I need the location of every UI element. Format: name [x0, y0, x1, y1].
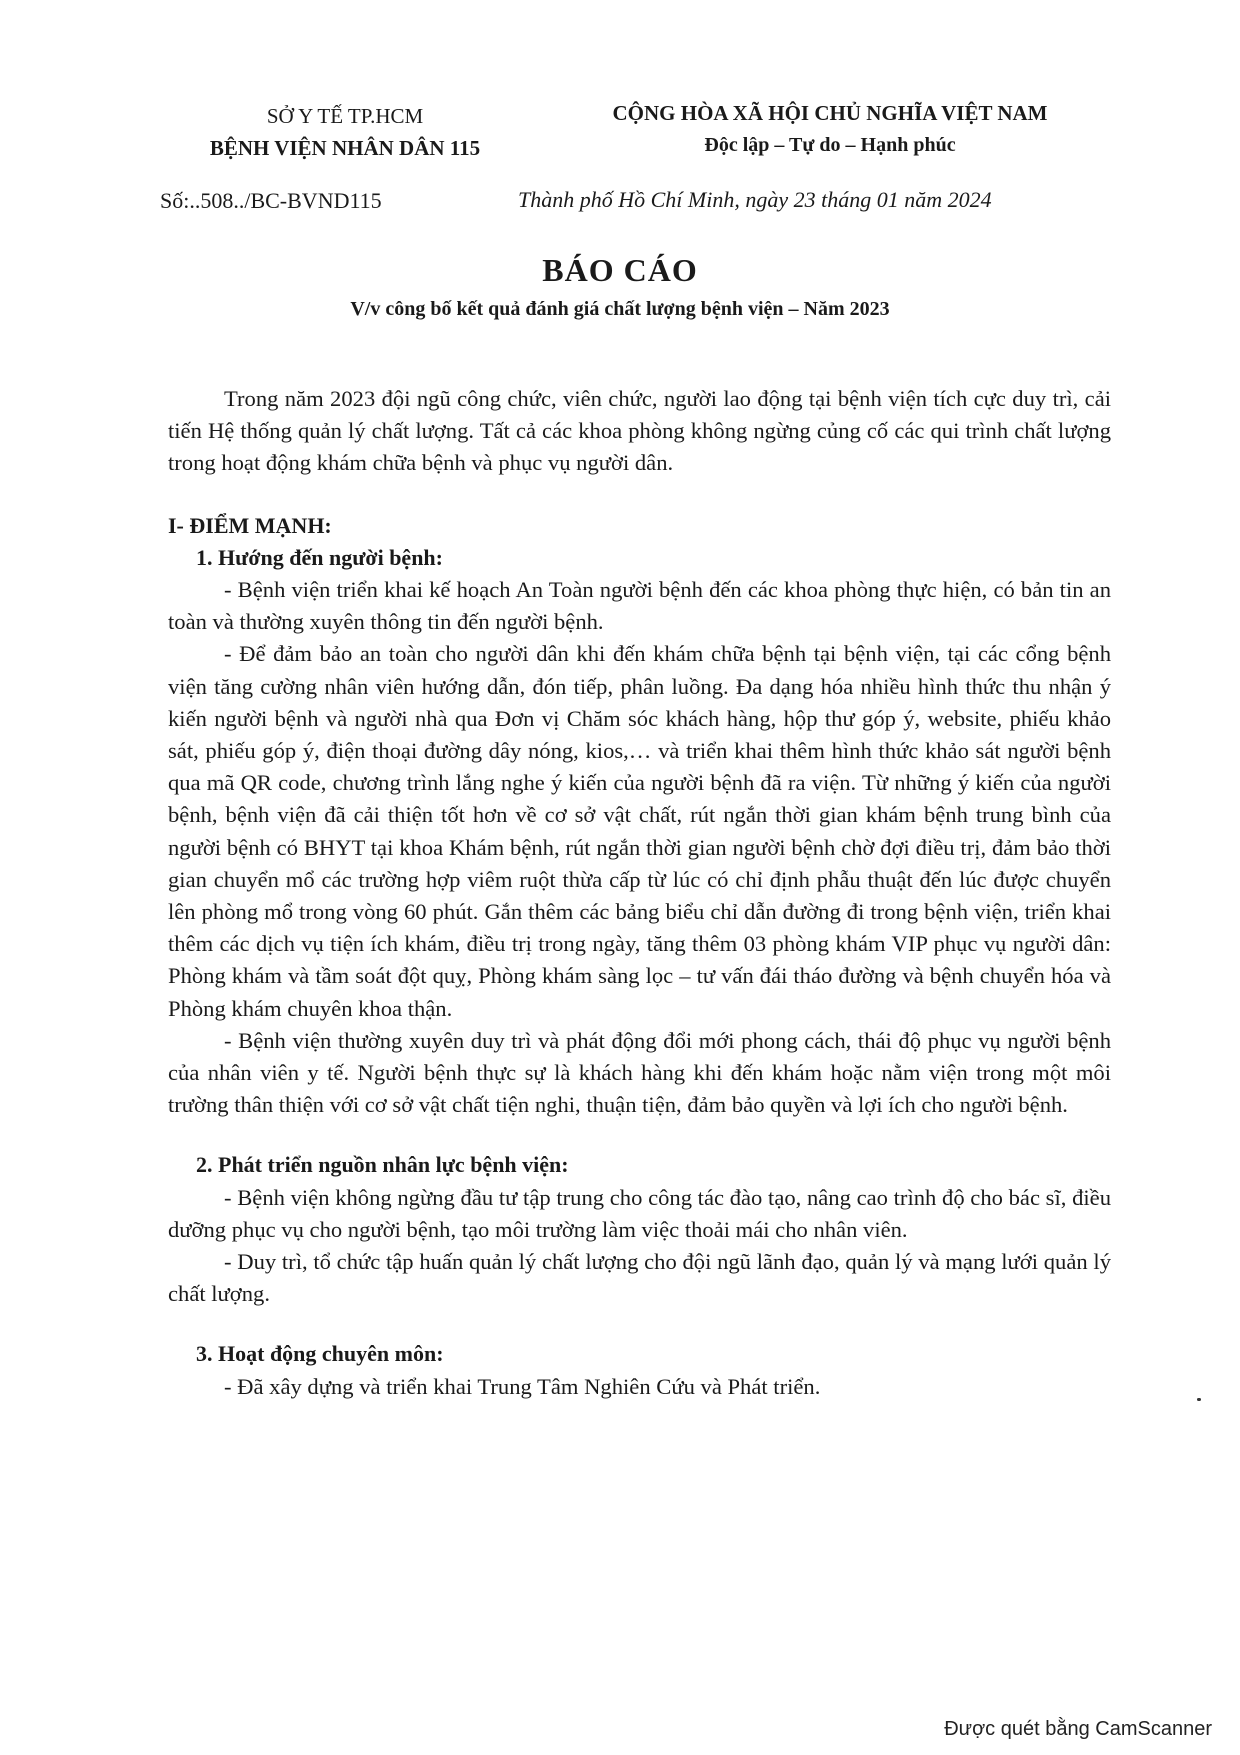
intro-paragraph: Trong năm 2023 đội ngũ công chức, viên chức, người lao động tại bệnh viện tích cực duy trì, cải tiến Hệ thống quản lý chất lượng. Tất cả các khoa phòng không ngừng củng cố các qui trình chất lượng trong hoạt động khám chữa bệnh và phục vụ người dân.: [168, 386, 1111, 476]
national-title: CỘNG HÒA XÃ HỘI CHỦ NGHĨA VIỆT NAM: [612, 101, 1048, 125]
document-subtitle: V/v công bố kết quả đánh giá chất lượng bệnh viện – Năm 2023: [350, 298, 890, 320]
agency-line-hospital: BỆNH VIỆN NHÂN DÂN 115: [209, 136, 481, 160]
scanner-watermark: Được quét bằng CamScanner: [944, 1718, 1212, 1740]
bullet-quality-training: - Duy trì, tổ chức tập huấn quản lý chất lượng cho đội ngũ lãnh đạo, quản lý và mạng lưới quản lý chất lượng.: [168, 1249, 1111, 1307]
national-header: [560, 97, 1100, 161]
document-title: BÁO CÁO: [542, 252, 698, 288]
bullet-patient-safety: - Bệnh viện triển khai kế hoạch An Toàn người bệnh đến các khoa phòng thực hiện, có bản tin an toàn và thường xuyên thông tin đến người bệnh.: [168, 577, 1111, 635]
national-motto: Độc lập – Tự do – Hạnh phúc: [704, 134, 956, 156]
document-body: [168, 383, 1111, 1403]
subsection-heading-human-resources: 2. Phát triển nguồn nhân lực bệnh viện:: [196, 1152, 569, 1178]
subsection-heading-patient-focus: 1. Hướng đến người bệnh:: [196, 544, 443, 570]
agency-header: [150, 100, 540, 164]
bullet-patient-feedback: - Để đảm bảo an toàn cho người dân khi đến khám chữa bệnh tại bệnh viện, tại các cổng bệnh viện tăng cường nhân viên hướng dẫn, đón tiếp, phân luồng. Đa dạng hóa nhiều hình thức thu nhận ý kiến người bệnh và người nhà qua Đơn vị Chăm sóc khách hàng, hộp thư góp ý, website, phiếu khảo sát, phiếu góp ý, điện thoại đường dây nóng, kios,… và triển khai thêm hình thức khảo sát người bệnh qua mã QR code, chương trình lắng nghe ý kiến của người bệnh đã ra viện. Từ những ý kiến của người bệnh, bệnh viện đã cải thiện tốt hơn về cơ sở vật chất, rút ngắn thời gian khám bệnh trung bình của người bệnh có BHYT tại khoa Khám bệnh, rút ngắn thời gian người bệnh chờ đợi điều trị, đảm bảo thời gian chuyển mổ các trường hợp viêm ruột thừa cấp từ lúc có chỉ định phẫu thuật đến lúc được chuyển lên phòng mổ trong vòng 60 phút. Gắn thêm các bảng biểu chỉ dẫn đường đi trong bệnh viện, triển khai thêm các dịch vụ tiện ích khám, điều trị trong ngày, tăng thêm 03 phòng khám VIP phục vụ người dân: Phòng khám và tầm soát đột quỵ, Phòng khám sàng lọc – tư vấn đái tháo đường và bệnh chuyển hóa và Phòng khám chuyên khoa thận.: [168, 641, 1111, 1021]
scan-speck: [1197, 1398, 1201, 1401]
bullet-service-attitude: - Bệnh viện thường xuyên duy trì và phát động đổi mới phong cách, thái độ phục vụ người bệnh của nhân viên y tế. Người bệnh thực sự là khách hàng khi đến khám hoặc nằm viện trong một môi trường thân thiện với cơ sở vật chất tiện nghi, thuận tiện, đảm bảo quyền và lợi ích cho người bệnh.: [168, 1027, 1111, 1118]
place-and-date: Thành phố Hồ Chí Minh, ngày 23 tháng 01 năm 2024: [518, 187, 992, 212]
bullet-training-investment: - Bệnh viện không ngừng đầu tư tập trung cho công tác đào tạo, nâng cao trình độ cho bác sĩ, điều dưỡng phục vụ cho người bệnh, tạo môi trường làm việc thoải mái cho nhân viên.: [168, 1184, 1111, 1242]
document-number: Số:..508../BC-BVND115: [160, 188, 382, 213]
bullet-research-center: - Đã xây dựng và triển khai Trung Tâm Nghiên Cứu và Phát triển.: [224, 1373, 821, 1399]
section-heading-strengths: I- ĐIỂM MẠNH:: [168, 512, 332, 538]
subsection-heading-professional-activities: 3. Hoạt động chuyên môn:: [196, 1341, 444, 1367]
agency-line-department: SỞ Y TẾ TP.HCM: [266, 104, 424, 128]
